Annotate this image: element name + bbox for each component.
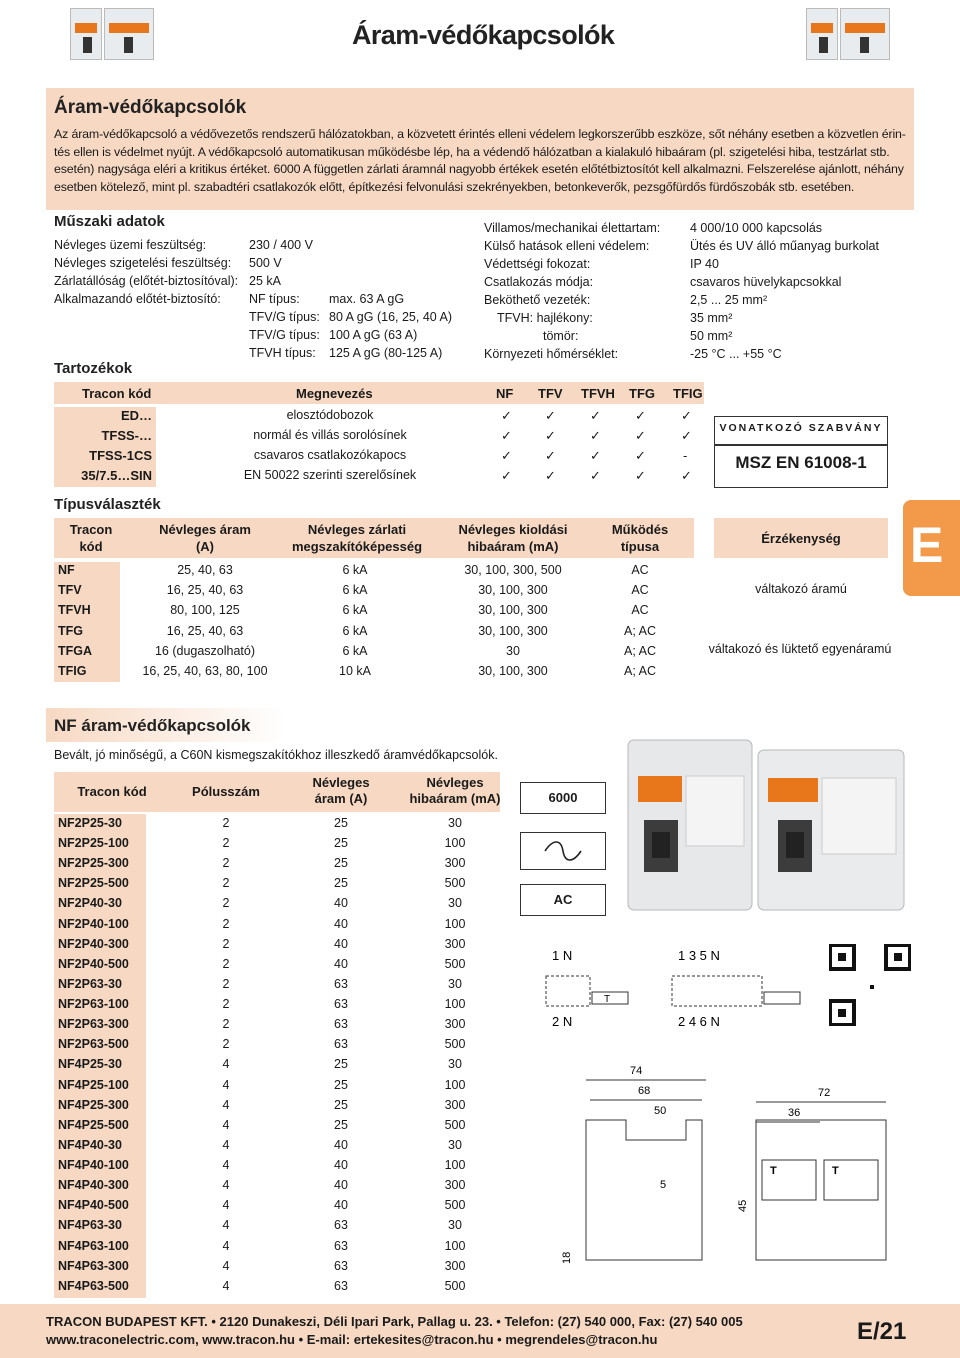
check-icon: ✓ bbox=[501, 428, 512, 443]
tech-value: 230 / 400 V bbox=[249, 238, 313, 252]
table-cell: 40 bbox=[334, 916, 348, 931]
check-icon: ✓ bbox=[590, 428, 601, 443]
table-cell: 25, 40, 63 bbox=[177, 563, 233, 577]
table-cell: 2 bbox=[222, 816, 230, 830]
table-cell: 4 bbox=[222, 1057, 230, 1072]
table-cell-code: NF2P25-30 bbox=[58, 816, 122, 830]
table-cell: 300 bbox=[444, 856, 466, 871]
tech-value: 125 A gG (80-125 A) bbox=[329, 346, 443, 360]
intro-title: Áram-védőkapcsolók bbox=[54, 97, 247, 118]
col-header: Megnevezés bbox=[296, 386, 373, 401]
table-cell-name: csavaros csatlakozókapocs bbox=[253, 448, 407, 462]
terminal-label: 1 N bbox=[552, 948, 573, 963]
tech-value: 35 mm² bbox=[690, 311, 733, 325]
table-cell-code: TFSS-1CS bbox=[89, 448, 152, 463]
types-title: Típusválaszték bbox=[54, 496, 161, 513]
check-icon: ✓ bbox=[545, 448, 556, 463]
table-cell: 30 bbox=[448, 1218, 462, 1233]
table-cell-code: NF2P25-100 bbox=[58, 836, 129, 851]
table-cell-code: TFIG bbox=[58, 664, 87, 678]
col-header: TFVH bbox=[581, 386, 615, 401]
table-cell-name: normál és villás sorolósínek bbox=[253, 428, 407, 442]
table-cell: 6 kA bbox=[342, 583, 368, 598]
tech-label: Névleges szigetelési feszültség: bbox=[54, 256, 232, 270]
table-cell: 40 bbox=[334, 1158, 348, 1173]
table-cell: 30, 100, 300, 500 bbox=[464, 563, 562, 577]
dimension-drawing bbox=[556, 1060, 906, 1300]
col-header: Tracon kód bbox=[69, 522, 113, 554]
check-icon: ✓ bbox=[501, 468, 512, 483]
tech-label: Csatlakozás módja: bbox=[484, 275, 594, 289]
col-header: Pólusszám bbox=[192, 784, 260, 799]
intro-line: esetén) nagysága eléri a kritikus értéket. 6000 A független zárlati áramnál nagyobb értékek esetén előtétbiztosítót kell alkalmazni. Felszerelése ajánlott, néhány bbox=[54, 162, 904, 177]
sensitivity-a: váltakozó és lüktető egyenáramú bbox=[708, 642, 892, 656]
col-header: Működés típusa bbox=[611, 522, 669, 554]
table-cell: 4 bbox=[222, 1097, 230, 1112]
table-cell-code: NF4P25-500 bbox=[58, 1117, 129, 1132]
tech-value: Ütés és UV álló műanyag burkolat bbox=[690, 239, 879, 253]
table-cell: 25 bbox=[334, 816, 348, 830]
table-cell: 63 bbox=[334, 1238, 348, 1253]
dimension-label: 45 bbox=[737, 1199, 749, 1212]
product-thumbnail bbox=[104, 8, 154, 60]
table-cell: 80, 100, 125 bbox=[170, 603, 240, 618]
table-cell: 2 bbox=[222, 916, 230, 931]
table-cell: 4 bbox=[222, 1218, 230, 1233]
standard-label: VONATKOZÓ SZABVÁNY bbox=[719, 422, 883, 434]
qr-code bbox=[829, 944, 911, 1026]
sine-wave-icon bbox=[521, 833, 605, 869]
table-cell: 2 bbox=[222, 836, 230, 851]
table-cell: 6 kA bbox=[342, 643, 368, 658]
table-cell: A; AC bbox=[624, 643, 656, 658]
page-title: Áram-védőkapcsolók bbox=[352, 20, 615, 50]
col-header: Tracon kód bbox=[77, 784, 147, 799]
table-cell: AC bbox=[631, 563, 649, 577]
check-icon: ✓ bbox=[590, 448, 601, 463]
col-header: TFV bbox=[538, 386, 563, 401]
table-cell: 300 bbox=[444, 936, 466, 951]
intro-line: Az áram-védőkapcsoló a védővezetős rendszerű hálózatokban, a közvetett érintés elleni védelem legkorszerűbb eszköze, sőt néhány esetben a közvetlen érin- bbox=[54, 127, 906, 141]
table-cell: 500 bbox=[444, 1278, 466, 1293]
table-cell-code: TFVH bbox=[58, 603, 91, 618]
col-header: TFIG bbox=[673, 386, 703, 401]
table-cell-code: TFSS-… bbox=[101, 428, 152, 443]
terminal-label: 1 3 5 N bbox=[678, 948, 720, 963]
table-cell: 4 bbox=[222, 1278, 230, 1293]
table-cell: 100 bbox=[444, 997, 466, 1012]
table-cell-code: TFV bbox=[58, 583, 82, 598]
col-header: Névleges áram (A) bbox=[159, 522, 251, 554]
table-cell: 30, 100, 300 bbox=[478, 583, 548, 598]
table-cell: 40 bbox=[334, 936, 348, 951]
table-cell: 300 bbox=[444, 1178, 466, 1193]
product-thumbnail bbox=[806, 8, 838, 60]
table-cell: 2 bbox=[222, 936, 230, 951]
table-cell-code: NF2P40-500 bbox=[58, 956, 129, 971]
table-cell: 300 bbox=[444, 1017, 466, 1032]
table-cell-name: EN 50022 szerinti szerelősínek bbox=[243, 468, 417, 482]
tech-label: Védettségi fokozat: bbox=[484, 257, 591, 271]
table-cell: 2 bbox=[222, 876, 230, 891]
table-cell-code: NF2P63-500 bbox=[58, 1037, 129, 1052]
table-cell-code: NF4P63-300 bbox=[58, 1258, 129, 1273]
table-cell: 40 bbox=[334, 1198, 348, 1213]
nf-title: NF áram-védőkapcsolók bbox=[54, 716, 251, 735]
check-icon: ✓ bbox=[635, 428, 646, 443]
dash-mark: - bbox=[683, 448, 688, 463]
check-icon: ✓ bbox=[681, 468, 692, 483]
tech-label: Névleges üzemi feszültség: bbox=[54, 238, 207, 252]
table-cell: 2 bbox=[222, 976, 230, 991]
table-cell: 40 bbox=[334, 956, 348, 971]
test-label: T bbox=[770, 1165, 777, 1177]
table-cell: 4 bbox=[222, 1178, 230, 1193]
standard-value: MSZ EN 61008-1 bbox=[735, 453, 867, 472]
table-cell: 25 bbox=[334, 836, 348, 851]
table-cell: 6 kA bbox=[342, 563, 368, 577]
tech-label: Zárlatállóság (előtét-biztosítóval): bbox=[54, 274, 239, 288]
table-cell: 25 bbox=[334, 856, 348, 871]
table-cell: 63 bbox=[334, 997, 348, 1012]
table-cell-code: TFGA bbox=[58, 643, 93, 658]
table-cell-code: NF4P40-30 bbox=[58, 1137, 122, 1152]
check-icon: ✓ bbox=[635, 468, 646, 483]
table-cell: 4 bbox=[222, 1077, 230, 1092]
footer-address: TRACON BUDAPEST KFT. • 2120 Dunakeszi, Déli Ipari Park, Pallag u. 23. • Telefon: (27) 540 000, Fax: (27) 540 005 bbox=[46, 1314, 743, 1329]
table-cell: 100 bbox=[444, 1158, 466, 1173]
test-label: T bbox=[604, 994, 611, 1005]
col-header: NF bbox=[496, 386, 514, 401]
dimension-label: 36 bbox=[788, 1107, 801, 1119]
col-header: Tracon kód bbox=[82, 386, 152, 401]
col-header: Névleges zárlati megszakítóképesség bbox=[291, 522, 423, 554]
table-cell-code: NF4P63-500 bbox=[58, 1278, 129, 1293]
table-cell: 2 bbox=[222, 1037, 230, 1052]
table-cell: 4 bbox=[222, 1117, 230, 1132]
check-icon: ✓ bbox=[681, 408, 692, 423]
section-tab-letter: E bbox=[910, 517, 944, 573]
dimension-label: 5 bbox=[660, 1179, 667, 1191]
table-cell: AC bbox=[631, 603, 649, 618]
table-cell: 4 bbox=[222, 1158, 230, 1173]
dimension-label: 68 bbox=[638, 1085, 651, 1097]
table-cell: 4 bbox=[222, 1198, 230, 1213]
table-cell: 2 bbox=[222, 956, 230, 971]
table-cell: 25 bbox=[334, 1077, 348, 1092]
table-cell-code: NF4P40-500 bbox=[58, 1198, 129, 1213]
table-cell-code: NF2P40-100 bbox=[58, 916, 129, 931]
type-badge: AC bbox=[520, 884, 606, 916]
table-cell-code: NF4P63-100 bbox=[58, 1238, 129, 1253]
intro-text bbox=[54, 126, 914, 196]
tech-label: tömör: bbox=[543, 329, 579, 343]
tech-value: 2,5 ... 25 mm² bbox=[690, 293, 768, 307]
col-header: Névleges áram (A) bbox=[312, 775, 370, 806]
table-cell: 100 bbox=[444, 836, 466, 851]
tech-label: Alkalmazandó előtét-biztosító: bbox=[54, 292, 221, 306]
tech-value: 100 A gG (63 A) bbox=[329, 328, 418, 342]
table-cell: 300 bbox=[444, 1097, 466, 1112]
capacity-badge: 6000 bbox=[520, 782, 606, 814]
table-cell: 25 bbox=[334, 1097, 348, 1112]
table-cell-code: NF4P25-100 bbox=[58, 1077, 129, 1092]
product-thumbnail bbox=[70, 8, 102, 60]
table-cell: 2 bbox=[222, 856, 230, 871]
table-cell: AC bbox=[631, 583, 649, 598]
table-cell: 16 (dugaszolható) bbox=[154, 643, 256, 658]
table-cell: 25 bbox=[334, 1057, 348, 1072]
table-cell: 63 bbox=[334, 1278, 348, 1293]
table-cell: 500 bbox=[444, 1198, 466, 1213]
tech-value: max. 63 A gG bbox=[329, 292, 405, 306]
standard-divider bbox=[714, 444, 888, 446]
table-cell-code: NF4P40-300 bbox=[58, 1178, 129, 1193]
dimension-label: 72 bbox=[818, 1087, 831, 1099]
table-cell: A; AC bbox=[624, 664, 656, 678]
col-header: TFG bbox=[629, 386, 655, 401]
table-cell-code: NF2P25-300 bbox=[58, 856, 129, 871]
table-cell: 10 kA bbox=[339, 664, 371, 678]
tech-value: -25 °C ... +55 °C bbox=[690, 347, 782, 361]
tech-label: Villamos/mechanikai élettartam: bbox=[484, 221, 661, 235]
table-cell: A; AC bbox=[624, 623, 656, 638]
table-cell: 30 bbox=[448, 816, 462, 830]
table-cell: 16, 25, 40, 63 bbox=[166, 623, 244, 638]
table-cell: 63 bbox=[334, 1017, 348, 1032]
ac-wave-badge bbox=[520, 832, 606, 870]
table-cell: 30, 100, 300 bbox=[478, 603, 548, 618]
check-icon: ✓ bbox=[545, 468, 556, 483]
intro-line: esetben kötelező, mint pl. szabadtéri csatlakozók előtt, építkezési felvonulási szekrényekben, betonkeverők, pezsgőfürdős fürdőszobák stb. esetében. bbox=[54, 179, 855, 194]
table-cell: 40 bbox=[334, 1178, 348, 1193]
table-cell: 30 bbox=[448, 1057, 462, 1072]
product-photo bbox=[618, 728, 908, 928]
table-cell: 2 bbox=[222, 997, 230, 1012]
tech-value: TFV/G típus: bbox=[249, 328, 320, 342]
col-header: Névleges kioldási hibaáram (mA) bbox=[458, 522, 568, 554]
table-cell-name: elosztódobozok bbox=[286, 408, 374, 422]
tech-label: TFVH: hajlékony: bbox=[497, 311, 593, 325]
table-cell: 500 bbox=[444, 956, 466, 971]
table-cell: 100 bbox=[444, 1238, 466, 1253]
tech-value: csavaros hüvelykapcsokkal bbox=[690, 275, 842, 289]
col-header: Névleges hibaáram (mA) bbox=[409, 775, 501, 806]
tech-value: 4 000/10 000 kapcsolás bbox=[690, 221, 823, 235]
table-cell: 100 bbox=[444, 916, 466, 931]
table-cell: 63 bbox=[334, 1037, 348, 1052]
table-cell-code: NF4P25-300 bbox=[58, 1097, 129, 1112]
tech-label: Külső hatások elleni védelem: bbox=[484, 239, 650, 253]
intro-line: tés ellen is védelmet nyújt. A védőkapcsoló automatikusan működésbe lép, ha a védendő hálózatban a kialakuló hibaáram (pl. szigetelési hiba, testzárlat stb. bbox=[54, 144, 890, 159]
footer-band bbox=[0, 1304, 960, 1358]
table-cell: 25 bbox=[334, 876, 348, 891]
table-cell: 500 bbox=[444, 876, 466, 891]
tech-value: TFV/G típus: bbox=[249, 310, 320, 324]
table-cell: 300 bbox=[444, 1258, 466, 1273]
check-icon: ✓ bbox=[501, 448, 512, 463]
table-cell-code: NF2P63-30 bbox=[58, 976, 122, 991]
wiring-diagram bbox=[528, 942, 818, 1032]
table-cell-code: NF2P40-30 bbox=[58, 896, 122, 911]
table-cell: 100 bbox=[444, 1077, 466, 1092]
table-cell-code: NF4P25-30 bbox=[58, 1057, 122, 1072]
check-icon: ✓ bbox=[545, 428, 556, 443]
dimension-label: 18 bbox=[561, 1251, 573, 1264]
table-cell: 40 bbox=[334, 896, 348, 911]
table-cell: 40 bbox=[334, 1137, 348, 1152]
col-header: Érzékenység bbox=[761, 531, 841, 546]
table-cell-code: NF2P40-300 bbox=[58, 936, 129, 951]
table-cell: 63 bbox=[334, 1218, 348, 1233]
page-number: E/21 bbox=[857, 1318, 907, 1345]
check-icon: ✓ bbox=[635, 408, 646, 423]
check-icon: ✓ bbox=[681, 428, 692, 443]
table-cell: 6 kA bbox=[342, 623, 368, 638]
table-cell: 16, 25, 40, 63 bbox=[166, 583, 244, 598]
table-cell-code: NF2P63-100 bbox=[58, 997, 129, 1012]
check-icon: ✓ bbox=[545, 408, 556, 423]
tech-value: 50 mm² bbox=[690, 329, 733, 343]
table-cell: 500 bbox=[444, 1037, 466, 1052]
table-cell: 30 bbox=[448, 896, 462, 911]
tech-value: TFVH típus: bbox=[249, 346, 316, 360]
tech-value: 500 V bbox=[249, 256, 282, 270]
table-cell: 2 bbox=[222, 1017, 230, 1032]
table-cell-code: TFG bbox=[58, 623, 83, 638]
tech-value: 25 kA bbox=[249, 274, 281, 288]
check-icon: ✓ bbox=[635, 448, 646, 463]
table-cell: 63 bbox=[334, 976, 348, 991]
check-icon: ✓ bbox=[590, 468, 601, 483]
table-cell: 4 bbox=[222, 1258, 230, 1273]
table-cell: 30 bbox=[448, 1137, 462, 1152]
test-label: T bbox=[832, 1165, 839, 1177]
table-cell: 2 bbox=[222, 896, 230, 911]
table-cell-code: ED… bbox=[120, 408, 152, 423]
table-cell: 30 bbox=[506, 643, 520, 658]
tech-label: Beköthető vezeték: bbox=[484, 293, 591, 307]
table-cell-code: 35/7.5…SIN bbox=[81, 468, 152, 483]
table-cell-code: NF bbox=[58, 563, 75, 577]
table-cell: 25 bbox=[334, 1117, 348, 1132]
check-icon: ✓ bbox=[590, 408, 601, 423]
tech-value: NF típus: bbox=[249, 292, 300, 306]
table-cell-code: NF2P63-300 bbox=[58, 1017, 129, 1032]
nf-description: Bevált, jó minőségű, a C60N kismegszakítókhoz illeszkedő áramvédőkapcsolók. bbox=[54, 748, 498, 762]
table-cell-code: NF4P40-100 bbox=[58, 1158, 129, 1173]
sensitivity-ac: váltakozó áramú bbox=[755, 582, 847, 596]
table-cell: 30, 100, 300 bbox=[478, 623, 548, 638]
table-cell: 30, 100, 300 bbox=[478, 664, 548, 678]
dimension-label: 74 bbox=[630, 1065, 643, 1077]
tech-label: Környezeti hőmérséklet: bbox=[484, 347, 619, 361]
table-cell: 4 bbox=[222, 1238, 230, 1253]
footer-contacts: www.traconelectric.com, www.tracon.hu • E-mail: ertekesites@tracon.hu • megrendeles@tracon.hu bbox=[46, 1332, 658, 1347]
table-cell: 63 bbox=[334, 1258, 348, 1273]
terminal-label: 2 4 6 N bbox=[678, 1014, 720, 1029]
table-cell: 30 bbox=[448, 976, 462, 991]
table-cell: 6 kA bbox=[342, 603, 368, 618]
tech-value: IP 40 bbox=[690, 257, 719, 271]
table-cell: 500 bbox=[444, 1117, 466, 1132]
table-cell: 16, 25, 40, 63, 80, 100 bbox=[142, 664, 268, 678]
table-cell-code: NF4P63-30 bbox=[58, 1218, 122, 1233]
tech-value: 80 A gG (16, 25, 40 A) bbox=[329, 310, 453, 324]
product-thumbnail bbox=[840, 8, 890, 60]
table-cell-code: NF2P25-500 bbox=[58, 876, 129, 891]
terminal-label: 2 N bbox=[552, 1014, 573, 1029]
check-icon: ✓ bbox=[501, 408, 512, 423]
dimension-label: 50 bbox=[654, 1105, 667, 1117]
tech-title: Műszaki adatok bbox=[54, 213, 165, 230]
accessories-title: Tartozékok bbox=[54, 360, 133, 377]
table-cell: 4 bbox=[222, 1137, 230, 1152]
